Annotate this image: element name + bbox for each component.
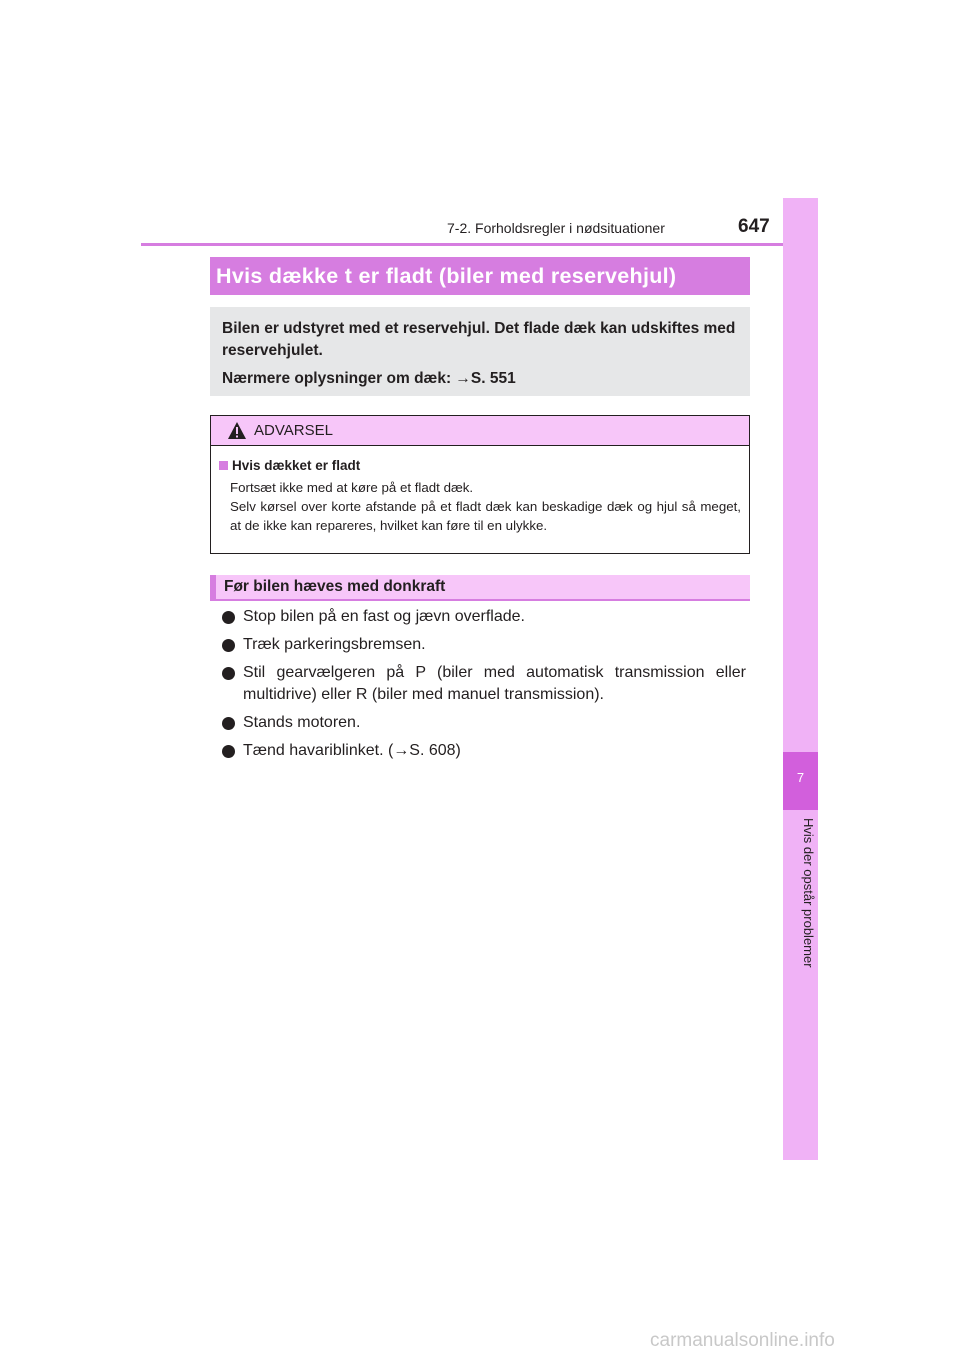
header-section-title: 7-2. Forholdsregler i nødsituationer (447, 220, 665, 236)
subsection-title: Før bilen hæves med donkraft (224, 578, 446, 595)
subsection-accent (210, 575, 216, 599)
chapter-side-tab (783, 198, 818, 1160)
warning-header (211, 416, 749, 446)
list-item-text: Træk parkeringsbremsen. (243, 636, 426, 653)
warning-line: Fortsæt ikke med at køre på et fladt dæk. (230, 480, 474, 495)
list-item (222, 606, 746, 628)
intro-box (210, 307, 750, 396)
warning-triangle-icon (227, 421, 247, 440)
bullet-icon (222, 611, 235, 624)
bullet-list (222, 606, 746, 768)
warning-line: Selv kørsel over korte afstande på et fladt dæk kan beskadige dæk og hjul så meget, at de ikke kan repareres, hvilket kan føre til en ulykke. (230, 499, 741, 533)
subsection-header (210, 575, 750, 601)
watermark: carmanualsonline.info (650, 1330, 835, 1351)
list-item (222, 634, 746, 656)
warning-subheading (219, 458, 741, 473)
header-divider (141, 243, 818, 246)
warning-text (230, 478, 741, 535)
bullet-icon (222, 639, 235, 652)
bullet-icon (222, 745, 235, 758)
chapter-label: Hvis der opstår problemer (801, 818, 816, 968)
chapter-number: 7 (796, 770, 805, 785)
intro-text: Bilen er udstyret med et reservehjul. Det flade dæk kan udskiftes med reservehjulet. (222, 320, 736, 359)
page-number: 647 (738, 216, 770, 237)
warning-subheading-text: Hvis dækket er fladt (232, 458, 361, 473)
warning-box (210, 415, 750, 554)
list-item (222, 662, 746, 706)
bullet-icon (222, 717, 235, 730)
list-item-text: Stil gearvælgeren på P (biler med automatisk transmission eller multidrive) eller R (biler med manuel transmission). (243, 664, 746, 703)
bullet-icon (222, 667, 235, 680)
list-item (222, 740, 746, 762)
list-item (222, 712, 746, 734)
square-bullet-icon (219, 461, 228, 470)
intro-reference: Nærmere oplysninger om dæk: →S. 551 (222, 370, 516, 387)
warning-body (211, 446, 749, 535)
page-title: Hvis dække t er fladt (biler med reservehjul) (210, 257, 750, 295)
list-item-text: Stop bilen på en fast og jævn overflade. (243, 608, 525, 625)
list-item-text: Tænd havariblinket. (→S. 608) (243, 742, 461, 759)
warning-title: ADVARSEL (254, 422, 333, 439)
list-item-text: Stands motoren. (243, 714, 361, 731)
